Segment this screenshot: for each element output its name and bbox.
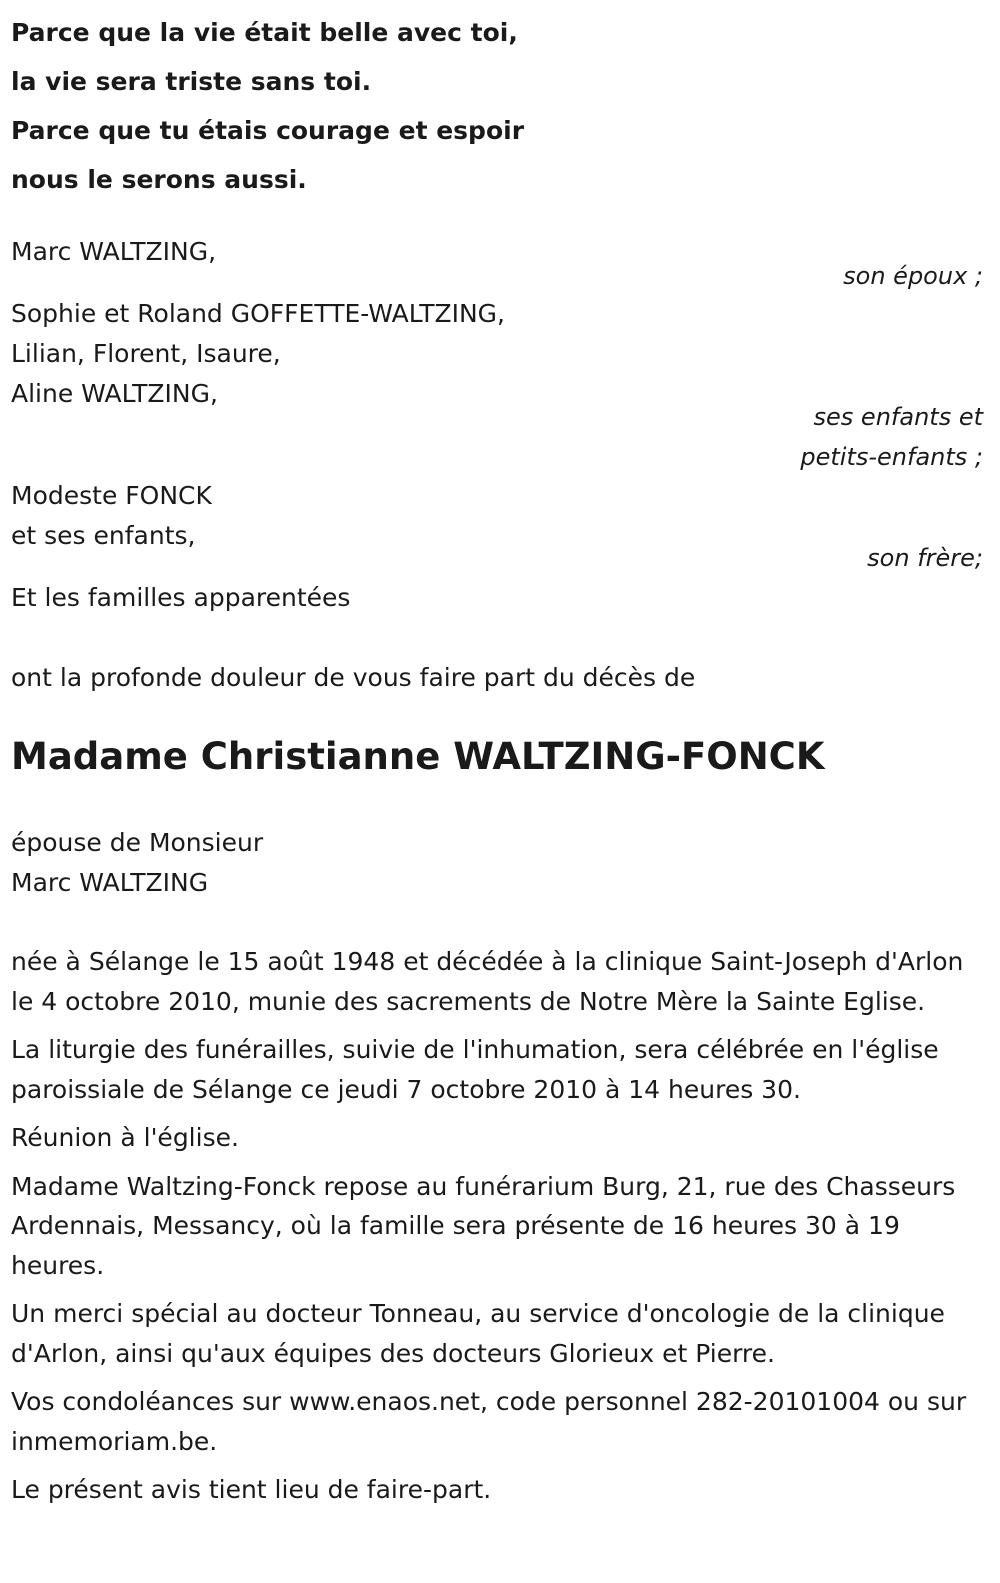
poem-line: Parce que tu étais courage et espoir xyxy=(11,116,525,145)
opening-poem xyxy=(11,8,524,204)
details-section xyxy=(11,942,983,1519)
children-relation: ses enfants et xyxy=(813,403,983,431)
spouse-of-line: Marc WALTZING xyxy=(11,868,209,897)
child-line: Sophie et Roland GOFFETTE-WALTZING, xyxy=(11,299,505,328)
children-relation: petits-enfants ; xyxy=(800,443,983,471)
brother-line: Modeste FONCK xyxy=(11,481,212,510)
spouse-relation: son époux ; xyxy=(843,262,983,290)
poem-line: Parce que la vie était belle avec toi, xyxy=(11,18,518,47)
relatives-line: Et les familles apparentées xyxy=(11,583,351,612)
poem-line: la vie sera triste sans toi. xyxy=(11,67,372,96)
announcement: ont la profonde douleur de vous faire part du décès de xyxy=(11,663,696,692)
deceased-name: Madame Christianne WALTZING-FONCK xyxy=(11,735,825,778)
paragraph: Madame Waltzing-Fonck repose au funérarium Burg, 21, rue des Chasseurs Ardennais, Messancy, où la famille sera présente de 16 heures 30 à 19 heures. xyxy=(11,1171,956,1280)
paragraph: Un merci spécial au docteur Tonneau, au service d'oncologie de la clinique d'Arlon, ainsi qu'aux équipes des docteurs Glorieux et Pierre. xyxy=(11,1299,945,1368)
paragraph: Réunion à l'église. xyxy=(11,1123,239,1152)
brother-relation: son frère; xyxy=(867,544,983,572)
brother-line: et ses enfants, xyxy=(11,521,196,550)
spouse-of-line: épouse de Monsieur xyxy=(11,828,264,857)
paragraph: La liturgie des funérailles, suivie de l'inhumation, sera célébrée en l'église paroissiale de Sélange ce jeudi 7 octobre 2010 à 14 heures 30. xyxy=(11,1035,939,1104)
paragraph: Le présent avis tient lieu de faire-part. xyxy=(11,1475,492,1504)
child-line: Lilian, Florent, Isaure, xyxy=(11,339,281,368)
child-line: Aline WALTZING, xyxy=(11,379,218,408)
paragraph: Vos condoléances sur www.enaos.net, code personnel 282-20101004 ou sur inmemoriam.be. xyxy=(11,1387,967,1456)
spouse-name: Marc WALTZING, xyxy=(11,237,217,266)
paragraph: née à Sélange le 15 août 1948 et décédée à la clinique Saint-Joseph d'Arlon le 4 octobre 2010, munie des sacrements de Notre Mère la Sainte Eglise. xyxy=(11,947,964,1016)
poem-line: nous le serons aussi. xyxy=(11,165,307,194)
